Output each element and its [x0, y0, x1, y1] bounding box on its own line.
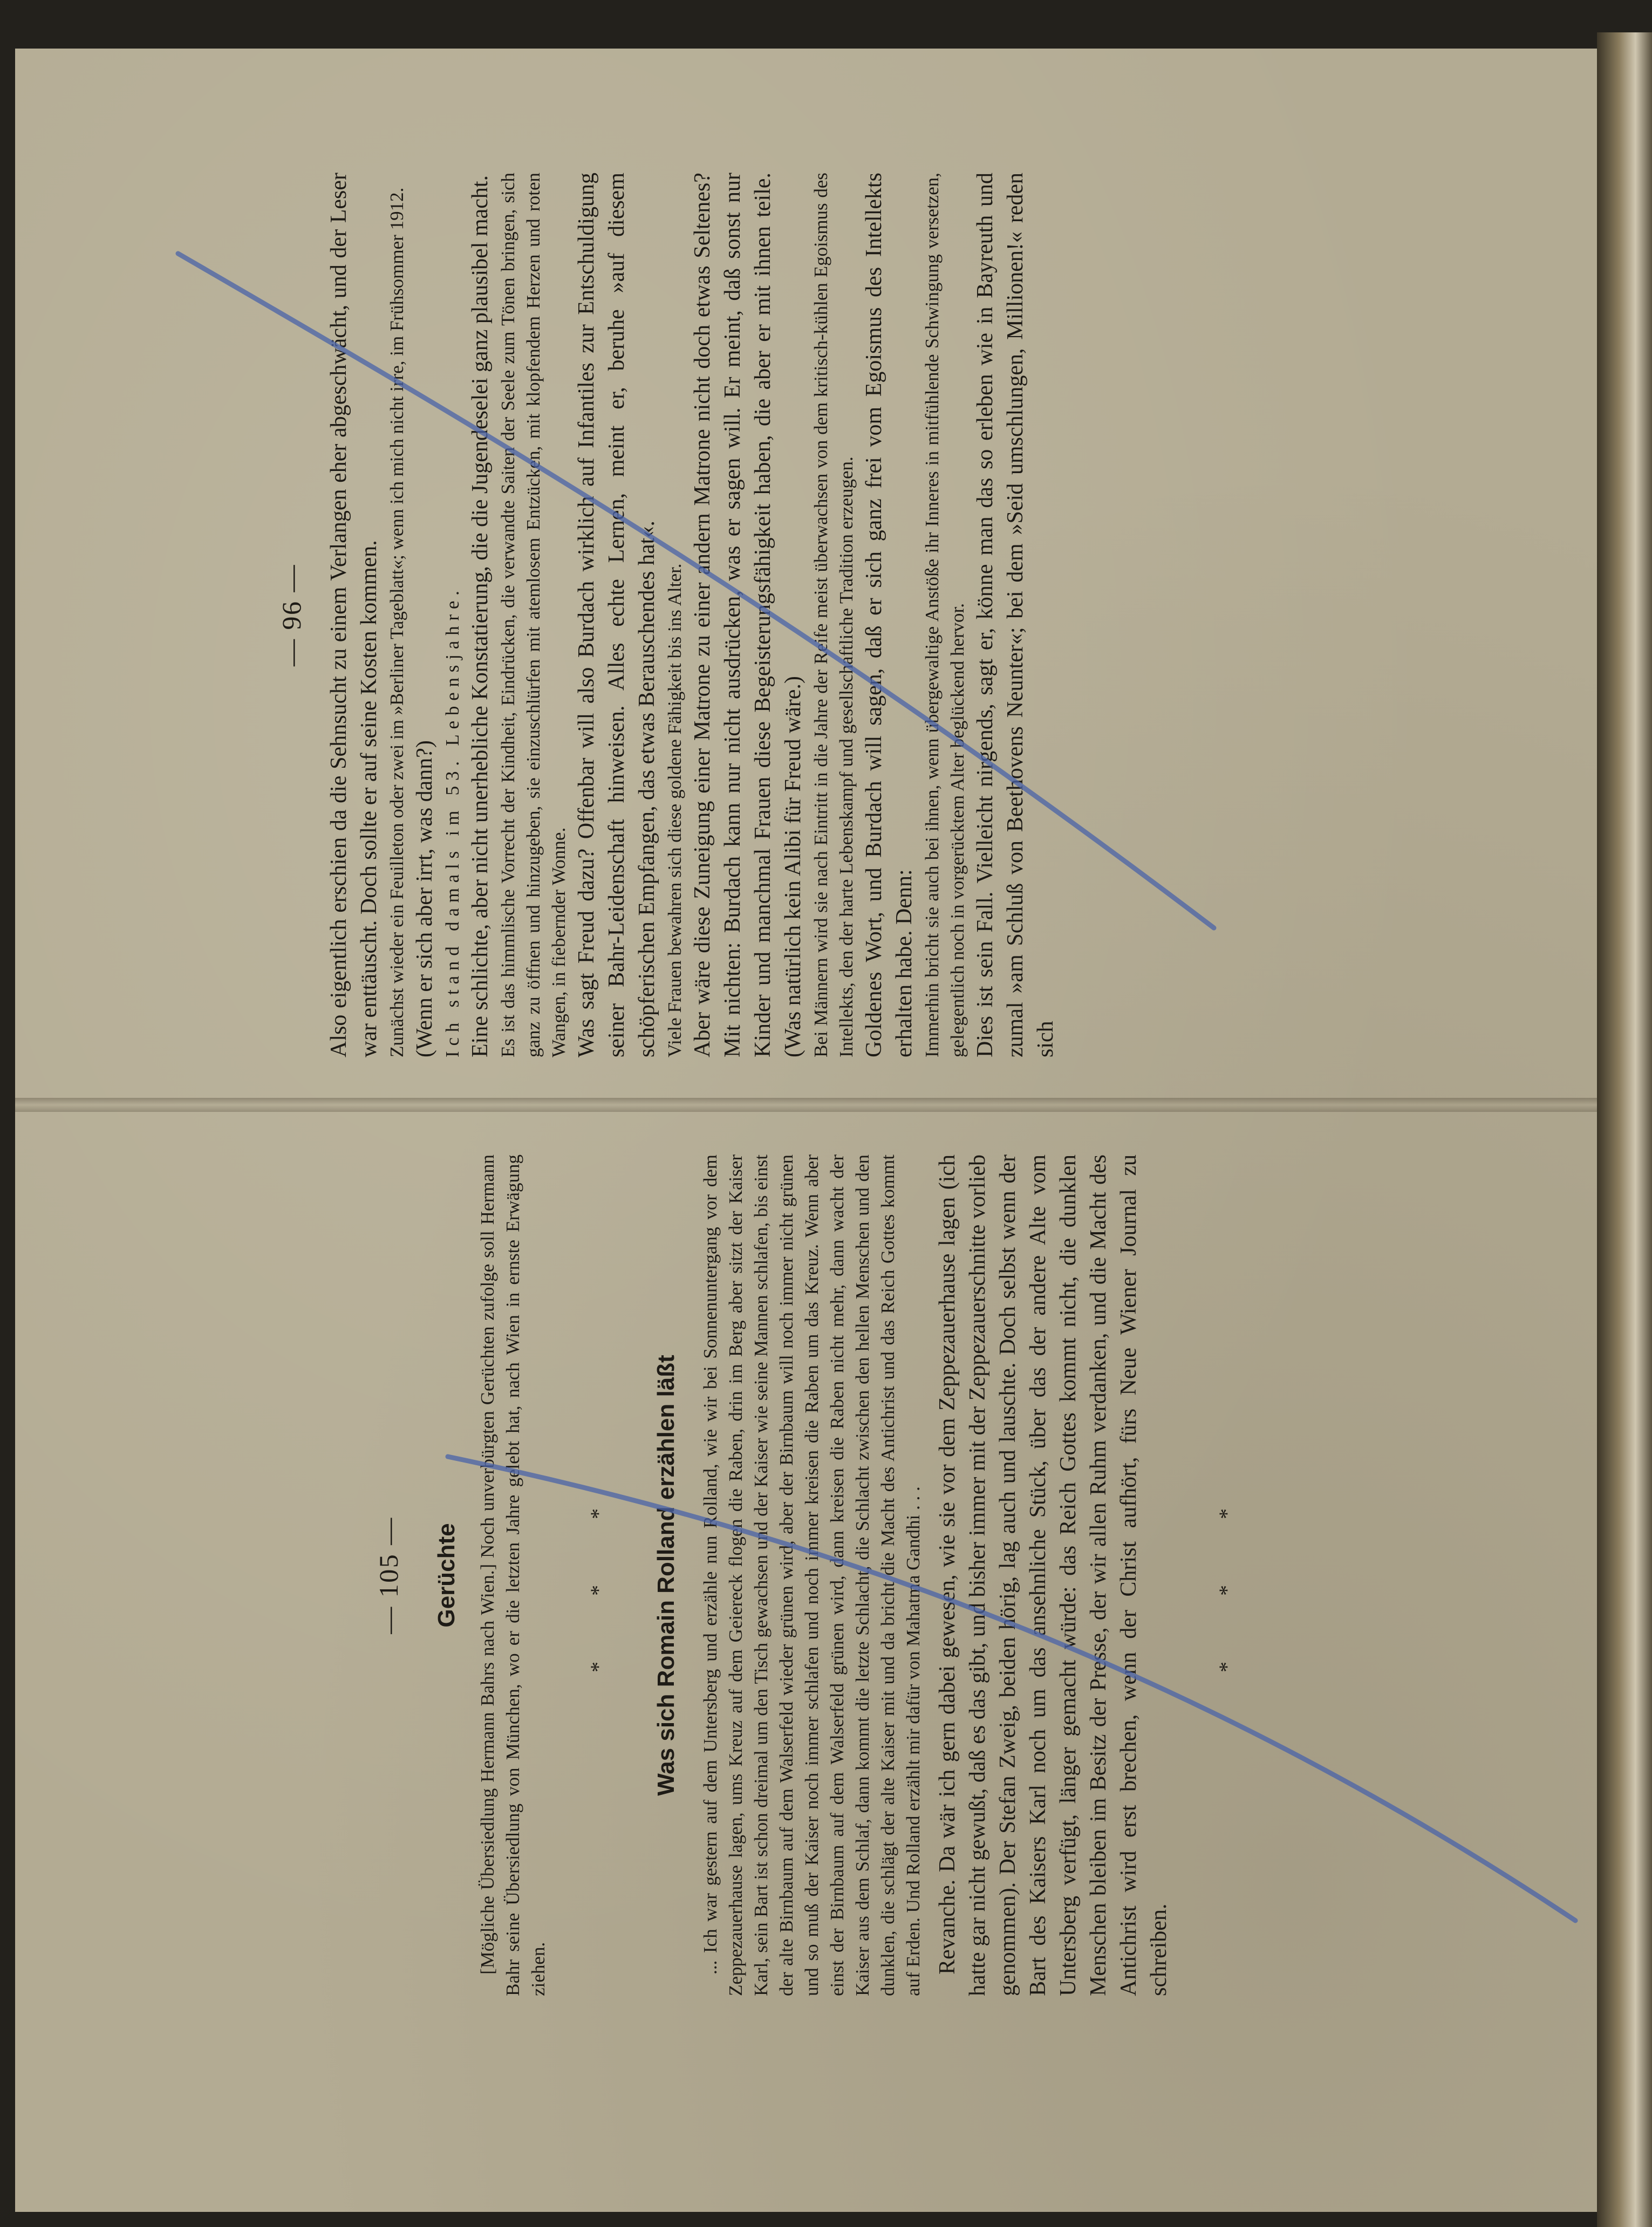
article-paragraph: ... Ich war gestern auf dem Untersberg und erzähle nun Rolland, wie wir bei Sonnenuntergang vor dem Zeppezauerhause lagen, ums Kreuz auf dem Geiereck flogen die Raben, drin im Berg aber sitzt der Kaiser Karl, sein Bart ist schon dreimal um den Tisch gewachsen und der Kaiser wie seine Mannen schlafen, bis einst der alte Birnbaum auf dem Walserfeld wieder grünen wird, aber der Birnbaum will noch immer nicht grünen und so muß der Kaiser noch immer schlafen und noch immer kreisen die Raben um das Kreuz. Wenn aber einst der Birnbaum auf dem Walserfeld grünen wird, dann kreisen die Raben nicht mehr, dann wacht der Kaiser aus dem Schlaf, dann kommt die letzte Schlacht, die Schlacht zwischen den hellen Menschen und den dunklen, die schlägt der alte Kaiser mit und da bricht die Macht des Antichrist und das Reich Gottes kommt auf Erden. Und Rolland erzählt mir dafür von Mahatma Gandhi . . . [700, 1155, 924, 1996]
paragraph: Goldenes Wort, und Burdach will sagen, daß er sich ganz frei vom Egoismus des Intellekts erhalten habe. Denn: [862, 173, 917, 1057]
paragraph: Es ist das himmlische Vorrecht der Kindheit, Eindrücken, die verwandte Saiten der Seele zum Tönen bringen, sich ganz zu öffnen und hinzugeben, sie einzuschlürfen mit atemlosem Entzücken, mit klopfendem Herzen und roten Wangen, in fiebernder Wonne. [497, 173, 569, 1057]
paragraph: Eine schlichte, aber nicht unerhebliche Konstatierung, die die Jugendeselei ganz plausibel macht. [468, 175, 493, 1057]
article-paragraph: Revanche. Da wär ich gern dabei gewesen, wie sie vor dem Zeppezauerhause lagen (ich hatte gar nicht gewußt, daß es das gibt, und bisher immer mit der Zeppezauerschnitte vorlieb genommen). Der Stefan Zweig, beiden hörig, lag auch und lauschte. Doch selbst wenn der Bart des Kaisers Karl noch um das ansehnliche Stück, über das der andere Alte vom Untersberg verfügt, länger gemacht würde: das Reich Gottes kommt nicht, die dunklen Menschen bleiben im Besitz der Presse, der wir allen Ruhm verdanken, und die Macht des Antichrist wird erst brechen, wenn der Christ aufhört, fürs Neue Wiener Journal zu schreiben. [935, 1155, 1171, 1996]
page-number-105: — 105 — [373, 1516, 404, 1634]
page-number-96: — 96 — [276, 564, 306, 666]
paragraph: Viele Frauen bewahren sich diese goldene Fähigkeit bis ins Alter. [664, 563, 685, 1057]
paragraph: Aber wäre diese Zuneigung einer Matrone zu einer andern Matrone nicht doch etwas Seltenes? Mit nichten: Burdach kann nur nicht ausdrücken, was er sagen will. Er meint, daß sonst nur Kinder und manchmal Frauen diese Begeisterungsfähigkeit haben, die aber er mit ihnen teile. (Was natürlich kein Alibi für Freud wäre.) [690, 173, 805, 1057]
page-105 [367, 1155, 1554, 1996]
paragraph: (Wenn er sich aber irrt, was dann?) [412, 740, 437, 1057]
page-fold [15, 1098, 1612, 1112]
section-title: Gerüchte [433, 1523, 460, 1628]
rumor-paragraph: [Mögliche Übersiedlung Hermann Bahrs nach Wien.] Noch unverbürgten Gerüchten zufolge soll Hermann Bahr seine Übersiedlung von München, wo er die letzten Jahre gelebt hat, nach Wien in ernste Erwägung ziehen. [477, 1155, 549, 1996]
page-96 [270, 173, 1532, 1057]
paragraph: Zunächst wieder ein Feuilleton oder zwei im »Berliner Tageblatt«; wenn ich mich nicht irre, im Frühsommer 1912. [386, 187, 407, 1057]
page-105-text [432, 1155, 1242, 1996]
paragraph: Also eigentlich erschien da die Sehnsucht zu einem Verlangen eher abgeschwächt, und der Leser war enttäuscht. Doch sollte er auf seine Kosten kommen. [326, 173, 381, 1057]
binding-edge [1597, 32, 1652, 2227]
page-96-text [324, 173, 1061, 1057]
separator-stars: * * * [586, 1478, 610, 1672]
separator-stars: * * * [1214, 1478, 1239, 1672]
paragraph: Ich stand damals im 53. Lebensjahre. [442, 585, 463, 1057]
paragraph: Dies ist sein Fall. Vielleicht nirgends, sagt er, könne man das so erleben wie in Bayreuth und zumal »am Schluß von Beethovens Neunter«; bei dem »Seid umschlungen, Millionen!« reden sich [973, 173, 1058, 1057]
paragraph: Immerhin bricht sie auch bei ihnen, wenn übergewaltige Anstöße ihr Inneres in mitfühlende Schwingung versetzen, gelegentlich noch in vorgerücktem Alter beglückend hervor. [921, 173, 968, 1057]
paragraph: Was sagt Freud dazu? Offenbar will also Burdach wirklich auf Infantiles zur Entschuldigung seiner Bahr-Leidenschaft hinweisen. Alles echte Lernen, meint er, beruhe »auf diesem schöpferischen Empfangen, das etwas Berauschendes hat«. [574, 173, 659, 1057]
article-title: Was sich Romain Rolland erzählen läßt [653, 1355, 679, 1796]
paragraph: Bei Männern wird sie nach Eintritt in die Jahre der Reife meist überwachsen von dem kritisch-kühlen Egoismus des Intellekts, den der harte Lebenskampf und gesellschaftliche Tradition erzeugen. [810, 173, 857, 1057]
